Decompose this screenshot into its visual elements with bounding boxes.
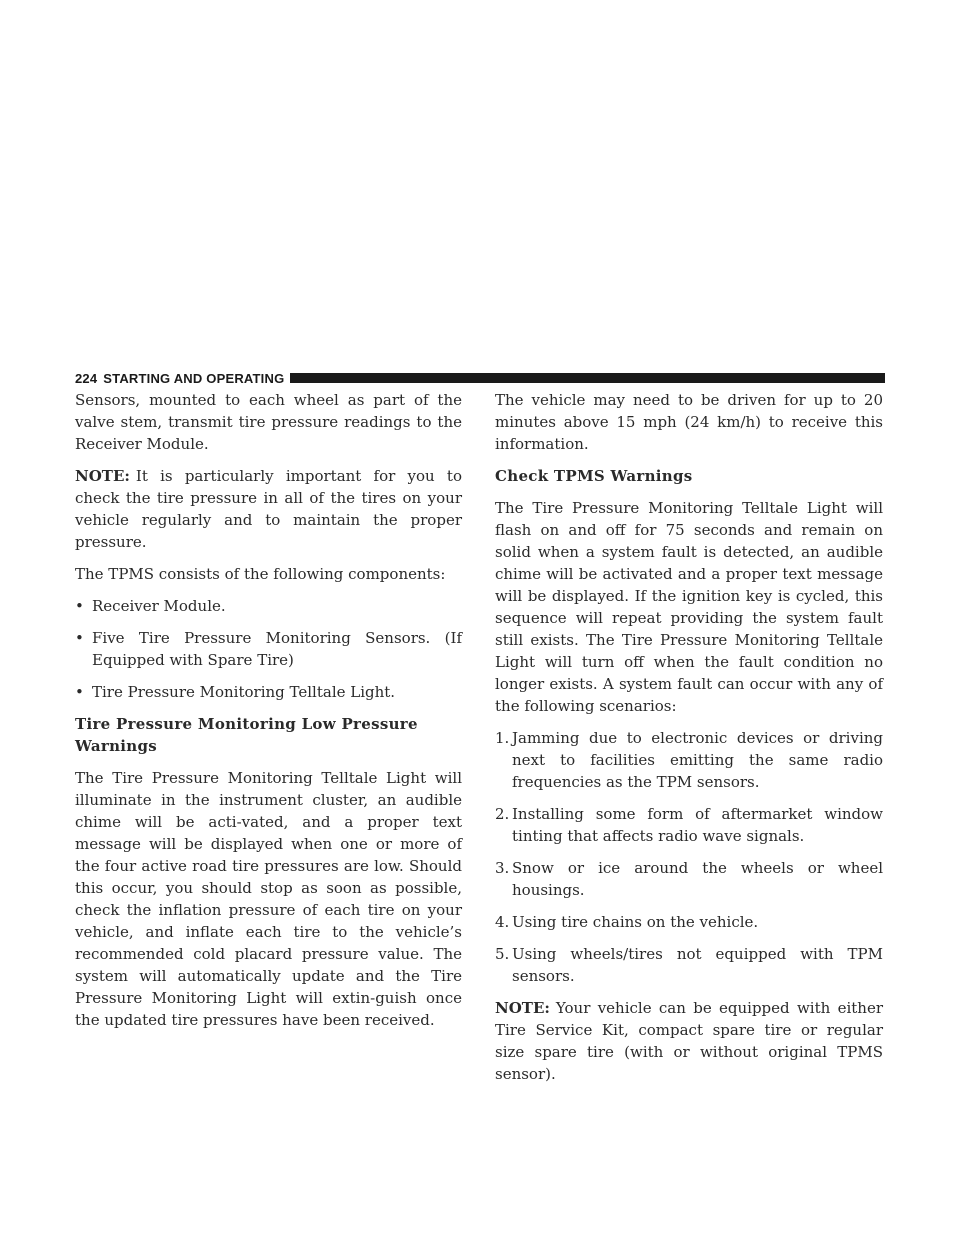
list-item-text: Jamming due to electronic devices or driving next to facilities emitting the same radio frequencies as the TPM sensors. — [512, 729, 883, 791]
list-item-text: Using wheels/tires not equipped with TPM sensors. — [512, 945, 883, 985]
list-item-text: Installing some form of aftermarket window tinting that affects radio wave signals. — [512, 805, 883, 845]
list-item — [75, 627, 462, 671]
list-item-text: Tire Pressure Monitoring Telltale Light. — [92, 683, 396, 701]
list-item-number: 1. — [495, 729, 510, 747]
spare-note-paragraph — [495, 997, 883, 1085]
list-item — [495, 803, 883, 847]
list-item — [75, 595, 462, 617]
page-header — [75, 370, 885, 386]
check-warnings-paragraph: The Tire Pressure Monitoring Telltale Light will flash on and off for 75 seconds and remain on solid when a system fault is detected, an audible chime will be activated and a proper text message will be displayed. If the ignition key is cycled, this sequence will repeat providing the system fault still exists. The Tire Pressure Monitoring Telltale Light will turn off when the fault condition no longer exists. A system fault can occur with any of the following scenarios: — [495, 499, 883, 715]
list-item-text: Using tire chains on the vehicle. — [512, 913, 759, 931]
section-title: STARTING AND OPERATING — [103, 370, 285, 386]
list-item-number: 5. — [495, 945, 510, 963]
low-pressure-paragraph: The Tire Pressure Monitoring Telltale Light will illuminate in the instrument cluster, an audible chime will be acti-vated, and a proper text message will be displayed when one or more of the four active road tire pressures are low. Should this occur, you should stop as soon as possible, check the inflation pressure of each tire on your vehicle, and inflate each tire to the vehicle’s recommended cold placard pressure value. The system will automatically update and the Tire Pressure Monitoring Light will extin-guish once the updated tire pressures have been received. — [75, 769, 462, 1029]
list-item — [495, 727, 883, 793]
bullet-icon: • — [75, 597, 84, 615]
components-intro: The TPMS consists of the following components: — [75, 565, 446, 583]
list-item-text: Receiver Module. — [92, 597, 226, 615]
bullet-icon: • — [75, 683, 84, 701]
left-column — [75, 389, 462, 1041]
note-text: Your vehicle can be equipped with either Tire Service Kit, compact spare tire or regular size spare tire (with or without original TPMS sensor). — [495, 999, 883, 1083]
intro-paragraph: Sensors, mounted to each wheel as part of the valve stem, transmit tire pressure readings to the Receiver Module. — [75, 391, 462, 453]
list-item — [495, 911, 883, 933]
list-item-number: 4. — [495, 913, 510, 931]
note-label: NOTE: — [75, 467, 130, 485]
bullet-icon: • — [75, 629, 84, 647]
fault-scenarios-list — [495, 727, 883, 987]
components-list — [75, 595, 462, 703]
check-warnings-heading: Check TPMS Warnings — [495, 467, 693, 485]
list-item — [75, 681, 462, 703]
list-item-text: Five Tire Pressure Monitoring Sensors. (If Equipped with Spare Tire) — [92, 629, 462, 669]
right-column — [495, 389, 883, 1095]
list-item-number: 3. — [495, 859, 510, 877]
drive-paragraph: The vehicle may need to be driven for up to 20 minutes above 15 mph (24 km/h) to receive this information. — [495, 391, 883, 453]
list-item-number: 2. — [495, 805, 510, 823]
note-text: It is particularly important for you to check the tire pressure in all of the tires on your vehicle regularly and to maintain the proper pressure. — [75, 467, 462, 551]
low-pressure-heading: Tire Pressure Monitoring Low Pressure Warnings — [75, 715, 418, 755]
page-number: 224 — [75, 370, 98, 386]
note-paragraph — [75, 465, 462, 553]
note-label: NOTE: — [495, 999, 550, 1017]
list-item-text: Snow or ice around the wheels or wheel housings. — [512, 859, 883, 899]
header-rule — [290, 373, 885, 383]
list-item — [495, 857, 883, 901]
list-item — [495, 943, 883, 987]
